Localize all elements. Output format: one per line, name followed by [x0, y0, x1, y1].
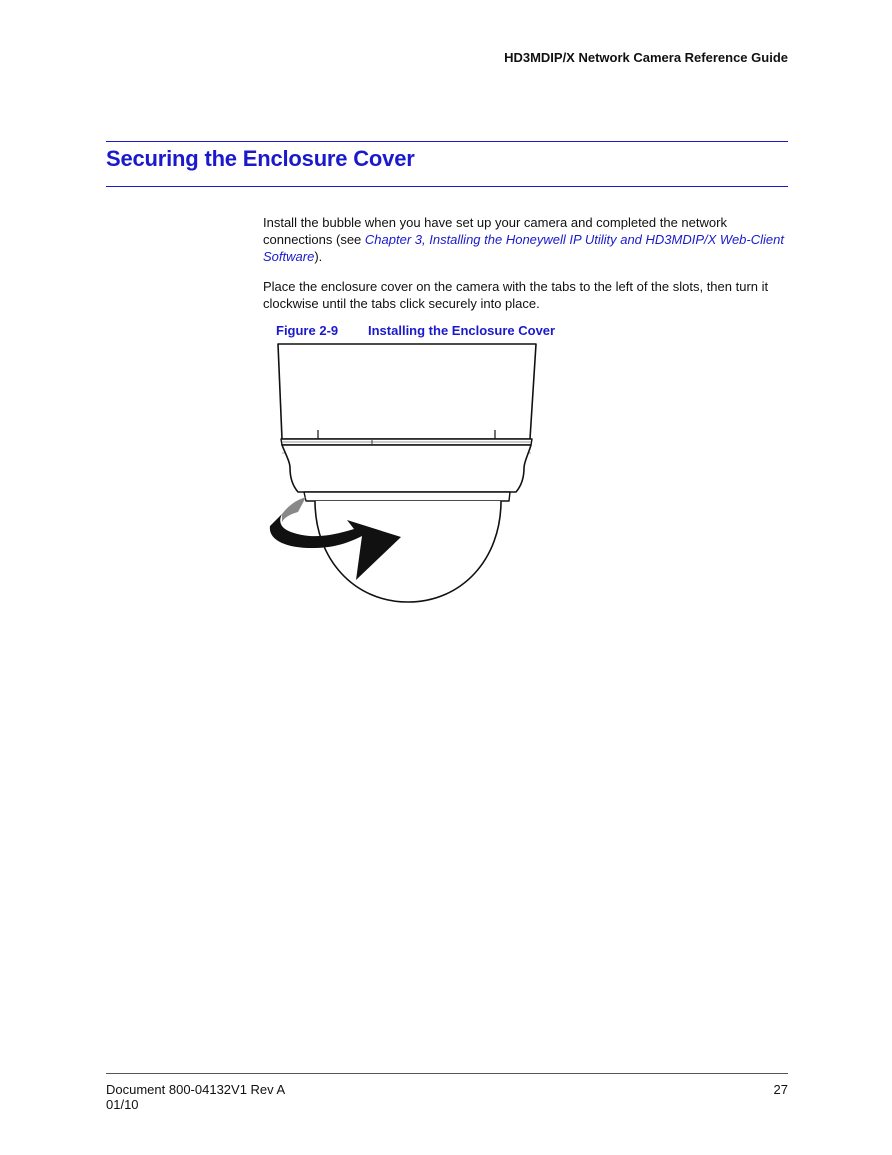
- running-header: HD3MDIP/X Network Camera Reference Guide: [504, 50, 788, 65]
- bubble-rim: [304, 492, 510, 501]
- chapter-3-cross-reference-link[interactable]: Chapter 3, Installing the Honeywell IP Utility and HD3MDIP/X Web-Client Software: [263, 232, 784, 264]
- title-top-rule: [106, 141, 788, 142]
- arrow-tail-shading: [282, 497, 306, 522]
- footer-document-info: [106, 1082, 285, 1112]
- bubble-dome: [315, 501, 501, 602]
- enclosure-trim-ring: [282, 445, 531, 492]
- footer-rule: [106, 1073, 788, 1074]
- figure-caption: [276, 323, 555, 338]
- paragraph-install-bubble: [263, 214, 788, 265]
- figure-title: Installing the Enclosure Cover: [368, 323, 556, 338]
- paragraph-place-cover: Place the enclosure cover on the camera with the tabs to the left of the slots, then turn it clockwise until the tabs click securely into place.: [263, 279, 769, 311]
- figure-number: Figure 2-9: [276, 323, 339, 338]
- title-bottom-rule: [106, 186, 788, 187]
- document-number: Document 800-04132V1 Rev A: [106, 1082, 286, 1097]
- enclosure-cover-illustration: [262, 340, 552, 610]
- document-date: 01/10: [106, 1097, 139, 1112]
- page-number: 27: [773, 1082, 788, 1097]
- paragraph-text-end: ).: [314, 249, 323, 264]
- section-title: Securing the Enclosure Cover: [106, 146, 415, 171]
- paragraph-text: Install the bubble when you have set up your camera and completed the network connections (see: [263, 215, 727, 247]
- camera-housing: [278, 344, 536, 439]
